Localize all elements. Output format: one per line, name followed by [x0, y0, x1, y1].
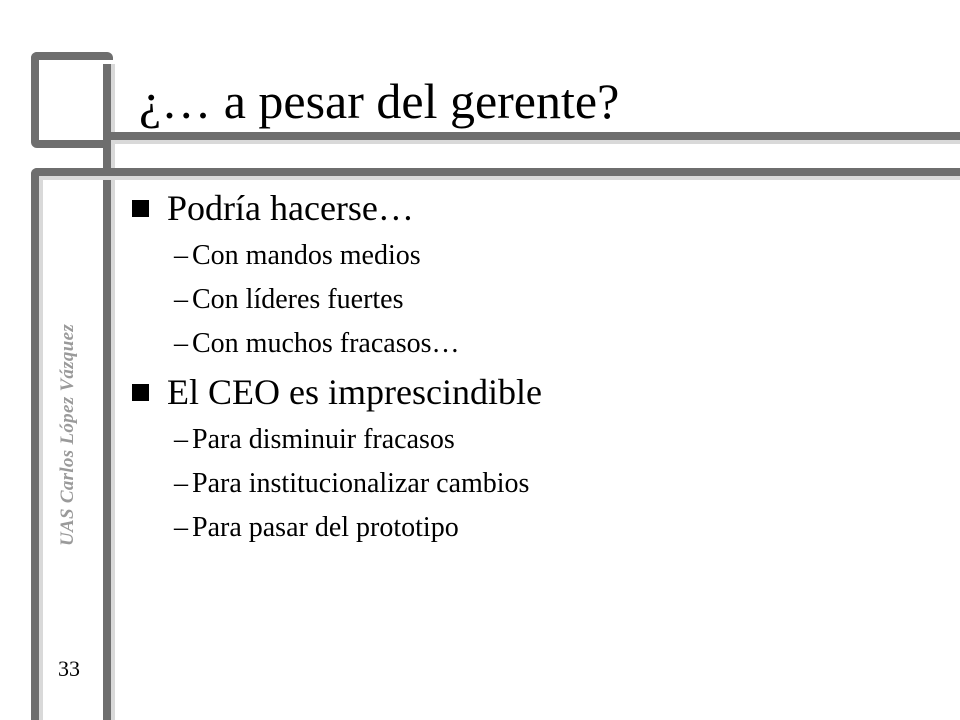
bullet-text: El CEO es imprescindible: [167, 372, 542, 412]
sub-item: [132, 462, 932, 506]
square-bullet-icon: [132, 200, 149, 217]
corner-square-top-edge: [31, 52, 113, 60]
sub-item-text: Para pasar del prototipo: [192, 512, 459, 543]
dash-marker: –: [174, 468, 188, 499]
title-underline-highlight: [111, 140, 960, 144]
sub-item-text: Para institucionalizar cambios: [192, 468, 530, 499]
dash-marker: –: [174, 424, 188, 455]
dash-marker: –: [174, 284, 188, 315]
dash-marker: –: [174, 328, 188, 359]
sub-item: [132, 322, 932, 366]
vertical-divider: [103, 64, 111, 720]
dash-marker: –: [174, 240, 188, 271]
sub-item: [132, 418, 932, 462]
bullet-group: [132, 182, 932, 366]
title-underline: [111, 132, 960, 140]
bullet-item: [132, 182, 932, 234]
sub-item-text: Con muchos fracasos…: [192, 328, 460, 359]
bullet-text: Podría hacerse…: [167, 188, 414, 228]
dash-marker: –: [174, 512, 188, 543]
content-frame-left-highlight: [39, 176, 43, 720]
author-vertical-text: UAS Carlos López Vázquez: [57, 323, 78, 547]
sub-item: [132, 278, 932, 322]
sub-item: [132, 234, 932, 278]
corner-square-bottom-edge: [39, 140, 113, 148]
content-frame-top-highlight: [39, 176, 960, 180]
slide-title: ¿… a pesar del gerente?: [139, 73, 620, 129]
corner-square-left-edge: [31, 52, 39, 148]
sub-item-text: Con líderes fuertes: [192, 284, 404, 315]
square-bullet-icon: [132, 384, 149, 401]
page-number: 33: [58, 656, 80, 681]
vertical-divider-highlight: [111, 64, 115, 720]
bullet-group: [132, 366, 932, 550]
content-frame-left: [31, 168, 39, 720]
sub-item-text: Para disminuir fracasos: [192, 424, 455, 455]
sub-item: [132, 506, 932, 550]
bullet-list: [132, 182, 932, 550]
sub-item-text: Con mandos medios: [192, 240, 421, 271]
bullet-item: [132, 366, 932, 418]
content-frame-top: [31, 168, 960, 176]
